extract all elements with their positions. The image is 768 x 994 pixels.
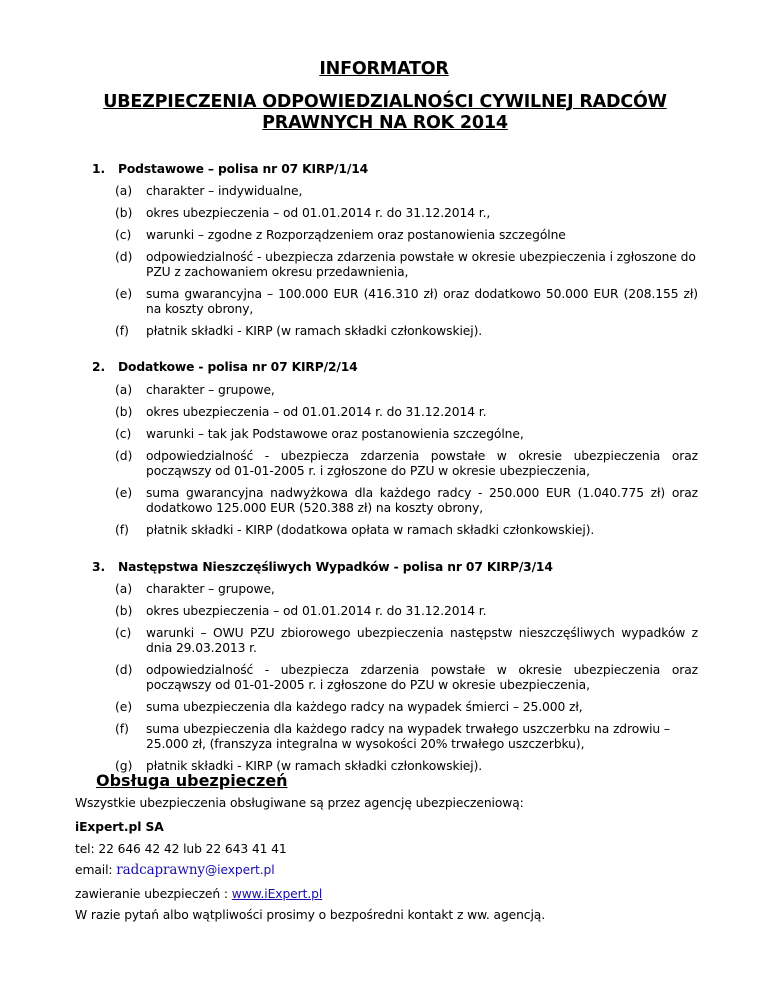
item-label: (b) [115, 604, 133, 618]
section-heading: Następstwa Nieszczęśliwych Wypadków - polisa nr 07 KIRP/3/14 [118, 560, 553, 574]
item-text: charakter – grupowe, [146, 383, 275, 397]
email-link-domain[interactable]: @iexpert.pl [204, 863, 275, 877]
item-text: odpowiedzialność - ubezpiecza zdarzenia powstałe w okresie ubezpieczenia oraz począwszy od 01-01-2005 r. i zgłoszone do PZU w okresie ubezpieczenia, [146, 663, 698, 692]
item-label: (e) [115, 287, 133, 301]
item-text: okres ubezpieczenia – od 01.01.2014 r. do 31.12.2014 r. [146, 604, 487, 618]
website-link[interactable]: www.iExpert.pl [231, 887, 323, 901]
item-label: (e) [115, 486, 133, 500]
item-label: (f) [115, 523, 129, 537]
item-label: (d) [115, 663, 133, 677]
item-label: (d) [115, 250, 133, 264]
web-line [75, 887, 322, 901]
item-label: (c) [115, 427, 132, 441]
email-line [75, 862, 275, 878]
item-text: suma ubezpieczenia dla każdego radcy na wypadek trwałego uszczerbku na zdrowiu – 25.000 zł, (franszyza integralna w wysokości 20% trwałego uszczerbku), [146, 722, 670, 751]
item-label: (f) [115, 722, 129, 736]
web-label: zawieranie ubezpieczeń : [75, 887, 232, 901]
item-label: (e) [115, 700, 133, 714]
email-label: email: [75, 863, 117, 877]
section-heading: Dodatkowe - polisa nr 07 KIRP/2/14 [118, 360, 358, 374]
item-text: charakter – grupowe, [146, 582, 275, 596]
item-text: warunki – zgodne z Rozporządzeniem oraz postanowienia szczególne [146, 228, 566, 242]
item-label: (a) [115, 582, 133, 596]
item-label: (a) [115, 383, 133, 397]
section-number: 2. [92, 360, 106, 374]
item-label: (b) [115, 206, 133, 220]
item-label: (b) [115, 405, 133, 419]
item-text: płatnik składki - KIRP (w ramach składki członkowskiej). [146, 324, 483, 338]
item-text: suma gwarancyjna nadwyżkowa dla każdego radcy - 250.000 EUR (1.040.775 zł) oraz dodatkowo 125.000 EUR (520.388 zł) na koszty obrony, [146, 486, 698, 515]
item-text: charakter – indywidualne, [146, 184, 303, 198]
email-link-user[interactable]: radcaprawny [116, 862, 205, 878]
service-heading: Obsługa ubezpieczeń [96, 771, 288, 790]
item-text: płatnik składki - KIRP (dodatkowa opłata w ramach składki członkowskiej). [146, 523, 595, 537]
company-name: iExpert.pl SA [75, 820, 164, 834]
item-label: (c) [115, 626, 132, 640]
item-label: (c) [115, 228, 132, 242]
item-label: (d) [115, 449, 133, 463]
page-title: INFORMATOR [319, 59, 449, 79]
item-text: warunki – tak jak Podstawowe oraz postanowienia szczególne, [146, 427, 524, 441]
page-subtitle: UBEZPIECZENIA ODPOWIEDZIALNOŚCI CYWILNEJ RADCÓW PRAWNYCH NA ROK 2014 [103, 92, 667, 133]
closing-text: W razie pytań albo wątpliwości prosimy o bezpośredni kontakt z ww. agencją. [75, 908, 546, 922]
section-heading: Podstawowe – polisa nr 07 KIRP/1/14 [118, 162, 369, 176]
item-label: (a) [115, 184, 133, 198]
item-text: odpowiedzialność - ubezpiecza zdarzenia powstałe w okresie ubezpieczenia i zgłoszone do PZU z zachowaniem okresu przedawnienia, [146, 250, 696, 279]
section-number: 3. [92, 560, 106, 574]
item-text: okres ubezpieczenia – od 01.01.2014 r. do 31.12.2014 r. [146, 405, 487, 419]
item-text: warunki – OWU PZU zbiorowego ubezpieczenia następstw nieszczęśliwych wypadków z dnia 29.03.2013 r. [146, 626, 698, 655]
phone-line: tel: 22 646 42 42 lub 22 643 41 41 [75, 842, 287, 856]
item-text: suma ubezpieczenia dla każdego radcy na wypadek śmierci – 25.000 zł, [146, 700, 583, 714]
section-number: 1. [92, 162, 106, 176]
item-text: suma gwarancyjna – 100.000 EUR (416.310 zł) oraz dodatkowo 50.000 EUR (208.155 zł) na koszty obrony, [146, 287, 698, 316]
item-text: okres ubezpieczenia – od 01.01.2014 r. do 31.12.2014 r., [146, 206, 491, 220]
service-intro: Wszystkie ubezpieczenia obsługiwane są przez agencję ubezpieczeniową: [75, 796, 524, 810]
item-text: odpowiedzialność - ubezpiecza zdarzenia powstałe w okresie ubezpieczenia oraz począwszy od 01-01-2005 r. i zgłoszone do PZU w okresie ubezpieczenia, [146, 449, 698, 478]
item-text: płatnik składki - KIRP (w ramach składki członkowskiej). [146, 759, 483, 773]
item-label: (g) [115, 759, 133, 773]
item-label: (f) [115, 324, 129, 338]
